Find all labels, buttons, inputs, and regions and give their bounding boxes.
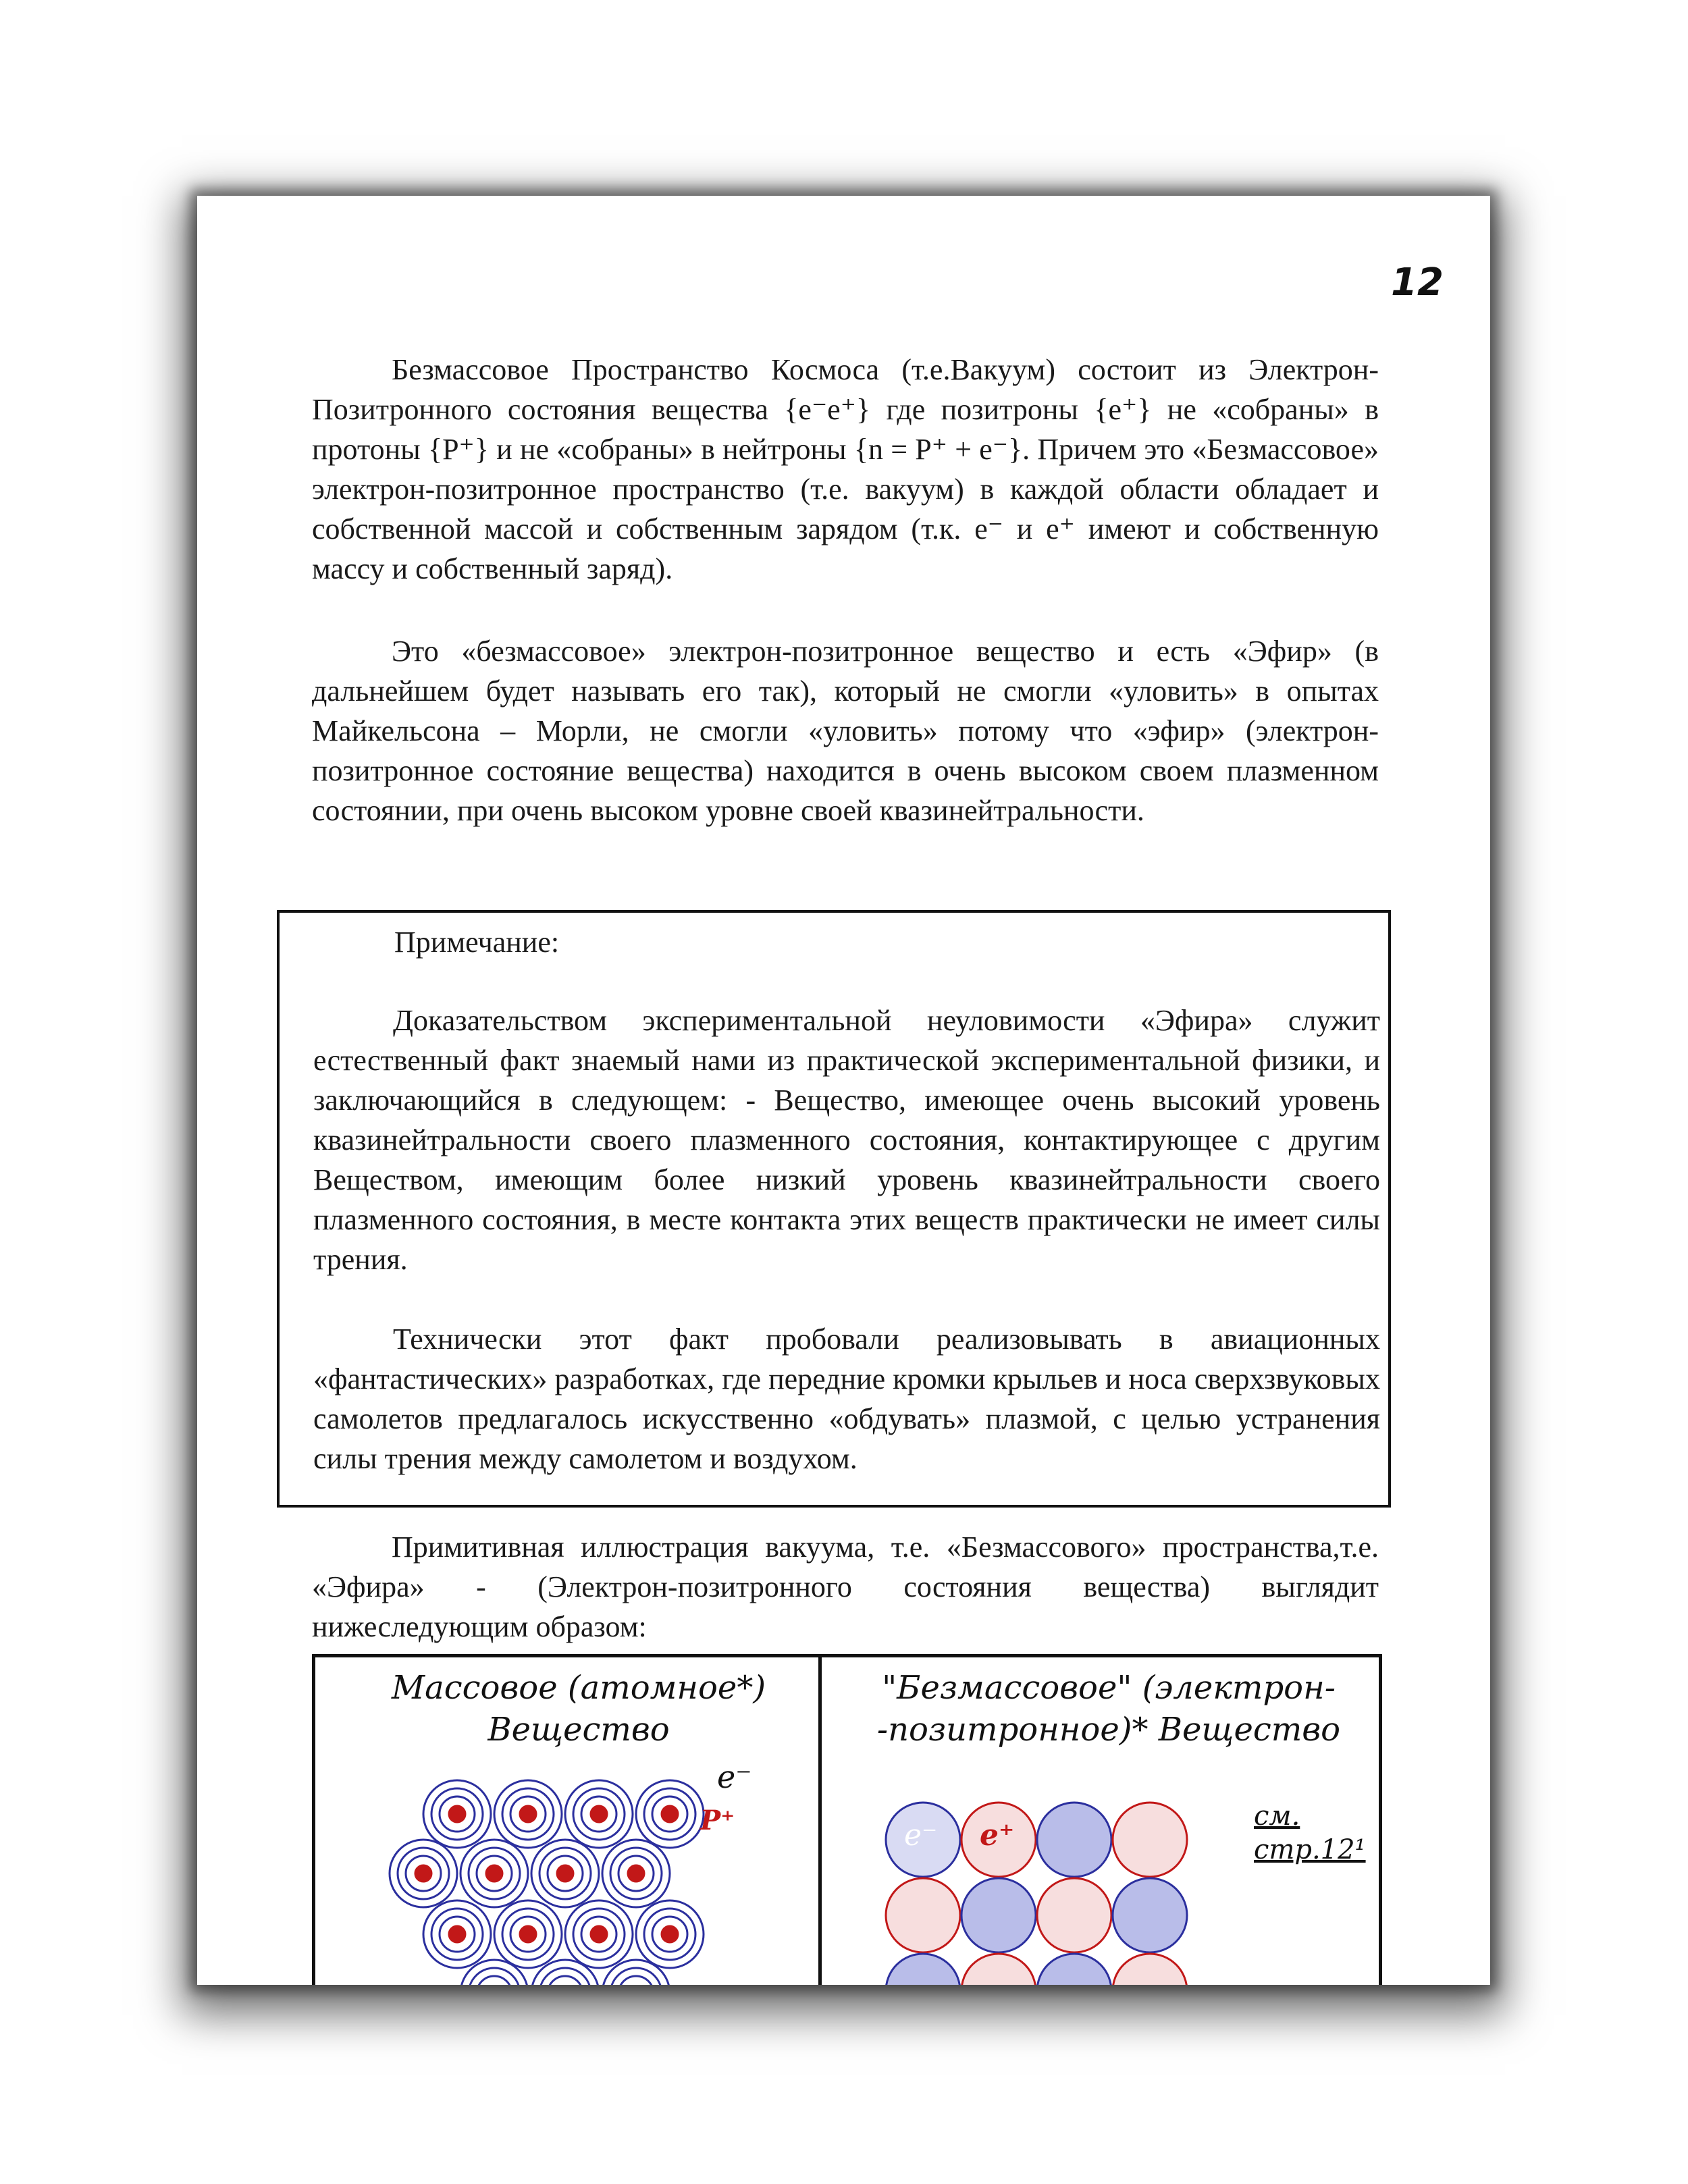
note-title: Примечание:	[394, 926, 560, 959]
note-box	[277, 910, 1391, 1508]
atom	[494, 1780, 562, 1848]
positron-circle	[961, 1954, 1036, 1985]
illustration-drawing	[315, 1657, 1379, 1985]
atoms-drawing	[390, 1780, 704, 1985]
right-caption-line2: -позитронное)* Вещество	[876, 1711, 1341, 1749]
positron-circle	[1113, 1803, 1187, 1877]
atom	[423, 1900, 491, 1968]
right-positron-label: e⁺	[980, 1818, 1015, 1853]
atom	[602, 1960, 670, 1985]
note-paragraph-2	[313, 1319, 1380, 1479]
atom	[565, 1780, 633, 1848]
ether-paragraph	[312, 631, 1379, 830]
page-number: 12	[1391, 261, 1444, 304]
positron-circle	[1113, 1954, 1187, 1985]
atom	[636, 1780, 704, 1848]
positron-circle	[886, 1878, 960, 1952]
illustration-intro-text: Примитивная иллюстрация вакуума, т.е. «Безмассового» пространства,т.е. «Эфира» - (Электрон-позитронного состояния вещества) выглядит нижеследующим образом:	[312, 1530, 1379, 1643]
electron-circle	[1037, 1803, 1111, 1877]
left-caption-line2: Вещество	[487, 1711, 670, 1749]
ether-text: Это «безмассовое» электрон-позитронное вещество и есть «Эфир» (в дальнейшем будет называть его так), который не смогли «уловить» в опытах Майкельсона – Морли, не смогли «уловить» потому что «эфир» (электрон-позитронное состояние вещества) находится в очень высоком своем плазменном состоянии, при очень высоком уровне своей квазинейтральности.	[312, 635, 1379, 827]
right-electron-label: e⁻	[904, 1818, 938, 1853]
intro-paragraph	[312, 350, 1379, 589]
note-text-2: Технически этот факт пробовали реализовывать в авиационных «фантастических» разработках, где передние кромки крыльев и носа сверхзвуковых самолетов предлагалось искусственно «обдувать» плазмой, с целью устранения силы трения между самолетом и воздухом.	[313, 1323, 1380, 1475]
atom	[531, 1960, 599, 1985]
atom	[602, 1840, 670, 1907]
electron-circle	[961, 1878, 1036, 1952]
atom	[565, 1900, 633, 1968]
reference-line2: стр.12¹	[1254, 1834, 1366, 1865]
atom	[636, 1900, 704, 1968]
note-paragraph-1	[313, 1001, 1380, 1279]
electron-circle	[1113, 1878, 1187, 1952]
atom	[460, 1960, 528, 1985]
positron-circle	[1037, 1878, 1111, 1952]
illustration-intro-paragraph	[312, 1527, 1379, 1647]
atom	[531, 1840, 599, 1907]
atom	[390, 1840, 457, 1907]
right-caption-line1: "Безмассовое" (электрон-	[882, 1669, 1336, 1707]
atom	[460, 1840, 528, 1907]
left-caption-line1: Массовое (атомное*)	[391, 1669, 766, 1707]
left-electron-label: e⁻	[717, 1759, 752, 1795]
note-text-1: Доказательством экспериментальной неуловимости «Эфира» служит естественный факт знаемый нами из практической экспериментальной физики, и заключающийся в следующем: - Вещество, имеющее очень высокий уровень квазинейтральности своего плазменного состояния, контактирующее с другим Веществом, имеющим более низкий уровень квазинейтральности своего плазменного состояния, в месте контакта этих веществ практически не имеет силы трения.	[313, 1004, 1380, 1276]
atom	[494, 1900, 562, 1968]
intro-text: Безмассовое Пространство Космоса (т.е.Вакуум) состоит из Электрон-Позитронного состояния вещества {e⁻e⁺} где позитроны {e⁺} не «собраны» в протоны {P⁺} и не «собраны» в нейтроны {n = P⁺ + e⁻}. Причем это «Безмассовое» электрон-позитронное пространство (т.е. вакуум) в каждой области обладает и собственной массой и собственным зарядом (т.к. e⁻ и e⁺ имеют и собственную массу и собственный заряд).	[312, 353, 1379, 585]
electron-circle	[1037, 1954, 1111, 1985]
atom	[423, 1780, 491, 1848]
left-proton-label: P⁺	[700, 1805, 735, 1836]
electron-circle	[886, 1954, 960, 1985]
document-page	[197, 196, 1490, 1985]
reference-line1: см.	[1254, 1801, 1300, 1832]
illustration-box	[312, 1654, 1382, 1985]
